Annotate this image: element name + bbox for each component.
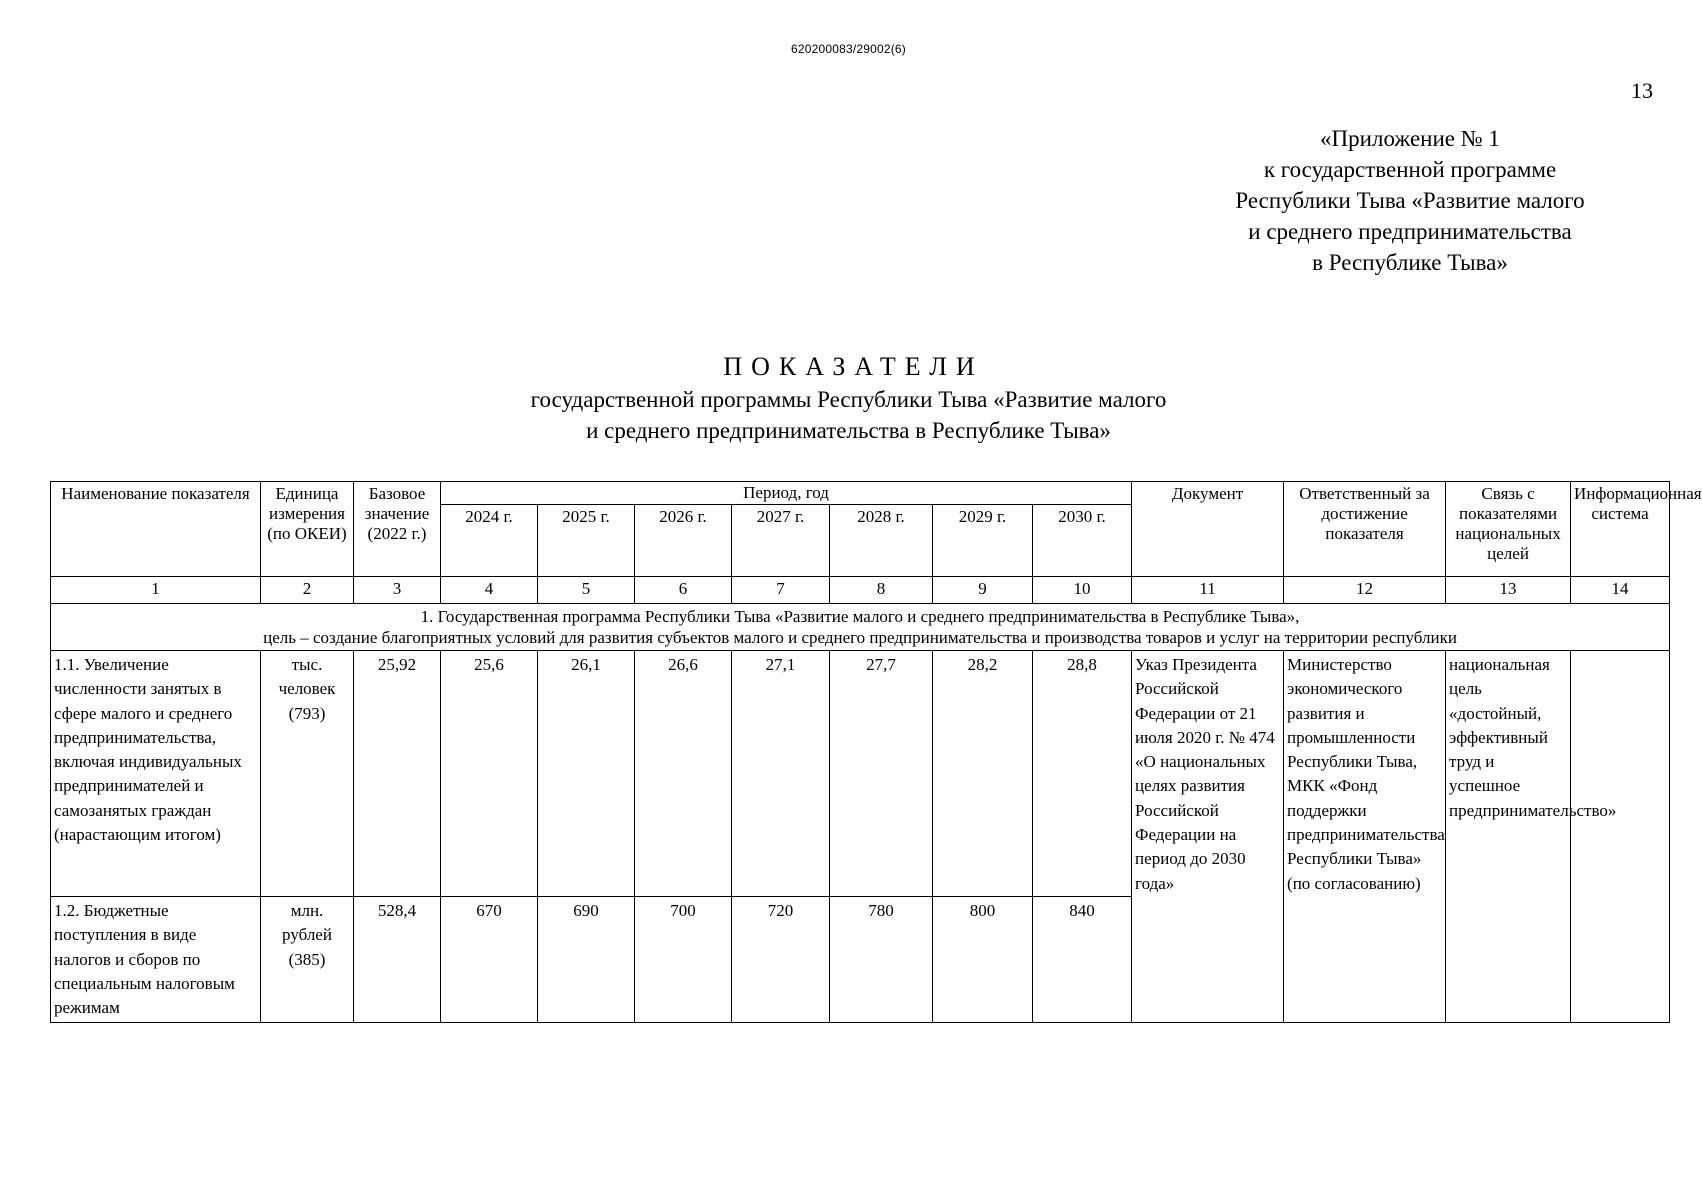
column-number: 10	[1033, 577, 1132, 604]
title-main: ПОКАЗАТЕЛИ	[723, 352, 984, 381]
document-title	[0, 350, 1697, 446]
appendix-line: к государственной программе	[1263, 157, 1557, 182]
column-number: 13	[1446, 577, 1571, 604]
title-line: и среднего предпринимательства в Республике Тыва»	[586, 418, 1111, 443]
year-value: 27,1	[732, 651, 830, 897]
column-number: 2	[261, 577, 354, 604]
header-row	[51, 482, 1670, 505]
header-year: 2030 г.	[1033, 505, 1132, 577]
header-base: Базовое значение (2022 г.)	[354, 482, 441, 577]
indicator-name: 1.1. Увеличение численности занятых в сфере малого и среднего предпринимательства, включая индивидуальных предпринимателей и самозанятых граждан (нарастающим итогом)	[51, 651, 261, 897]
appendix-line: в Республике Тыва»	[1312, 250, 1508, 275]
header-link: Связь с показателями национальных целей	[1446, 482, 1571, 577]
header-year: 2026 г.	[635, 505, 732, 577]
document-code: 620200083/29002(6)	[790, 42, 907, 56]
year-value: 780	[830, 897, 933, 1023]
section-row	[51, 604, 1670, 651]
info-cell	[1571, 651, 1670, 1023]
indicator-name: 1.2. Бюджетные поступления в виде налогов и сборов по специальным налоговым режимам	[51, 897, 261, 1023]
appendix-line: Республики Тыва «Развитие малого	[1235, 188, 1585, 213]
year-value: 700	[635, 897, 732, 1023]
header-year: 2024 г.	[441, 505, 538, 577]
header-year: 2029 г.	[933, 505, 1033, 577]
link-cell: национальная цель «достойный, эффективный труд и успешное предпринимательство»	[1446, 651, 1571, 1023]
header-year: 2027 г.	[732, 505, 830, 577]
column-number: 8	[830, 577, 933, 604]
year-value: 720	[732, 897, 830, 1023]
header-document: Документ	[1132, 482, 1284, 577]
year-value: 25,6	[441, 651, 538, 897]
section-goal: цель – создание благоприятных условий для развития субъектов малого и среднего предпринимательства и производства товаров и услуг на территории республики	[263, 628, 1457, 647]
appendix-line: и среднего предпринимательства	[1248, 219, 1572, 244]
base-value: 528,4	[354, 897, 441, 1023]
header-unit: Единица измерения (по ОКЕИ)	[261, 482, 354, 577]
appendix-line: «Приложение № 1	[1320, 126, 1500, 151]
year-value: 840	[1033, 897, 1132, 1023]
column-number: 7	[732, 577, 830, 604]
year-value: 690	[538, 897, 635, 1023]
column-number: 6	[635, 577, 732, 604]
indicators-table	[50, 481, 1702, 1023]
year-value: 26,6	[635, 651, 732, 897]
column-number: 12	[1284, 577, 1446, 604]
column-number: 3	[354, 577, 441, 604]
header-name: Наименование показателя	[51, 482, 261, 577]
year-value: 670	[441, 897, 538, 1023]
year-value: 800	[933, 897, 1033, 1023]
year-value: 28,2	[933, 651, 1033, 897]
header-period: Период, год	[441, 482, 1132, 505]
indicator-unit: тыс. человек (793)	[261, 651, 354, 897]
column-numbers-row	[51, 577, 1670, 604]
table-row	[51, 651, 1670, 897]
year-value: 26,1	[538, 651, 635, 897]
header-year: 2028 г.	[830, 505, 933, 577]
column-number: 4	[441, 577, 538, 604]
year-value: 27,7	[830, 651, 933, 897]
column-number: 14	[1571, 577, 1670, 604]
document-cell: Указ Президента Российской Федерации от 21 июля 2020 г. № 474 «О национальных целях развития Российской Федерации на период до 2030 года»	[1132, 651, 1284, 1023]
page-number: 13	[1631, 78, 1653, 103]
responsible-cell: Министерство экономического развития и промышленности Республики Тыва, МКК «Фонд поддержки предпринимательства Республики Тыва» (по согласованию)	[1284, 651, 1446, 1023]
header-info: Информационная система	[1571, 482, 1670, 577]
column-number: 11	[1132, 577, 1284, 604]
section-title	[51, 604, 1670, 651]
year-value: 28,8	[1033, 651, 1132, 897]
column-number: 5	[538, 577, 635, 604]
title-line: государственной программы Республики Тыва «Развитие малого	[530, 387, 1167, 412]
header-responsible: Ответственный за достижение показателя	[1284, 482, 1446, 577]
indicator-unit: млн. рублей (385)	[261, 897, 354, 1023]
appendix-header	[1150, 123, 1670, 278]
column-number: 1	[51, 577, 261, 604]
column-number: 9	[933, 577, 1033, 604]
header-year: 2025 г.	[538, 505, 635, 577]
section-line: 1. Государственная программа Республики Тыва «Развитие малого и среднего предпринимательства в Республике Тыва»,	[420, 607, 1300, 626]
base-value: 25,92	[354, 651, 441, 897]
